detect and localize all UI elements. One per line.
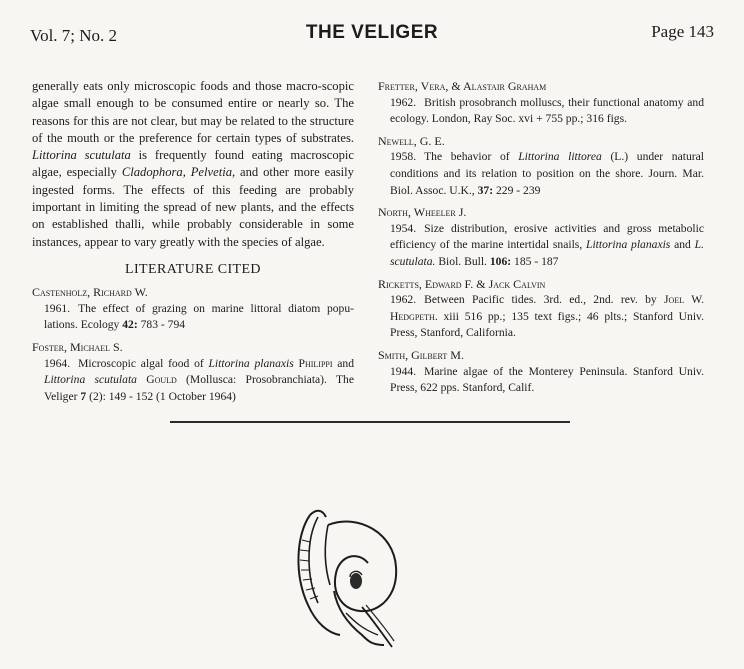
reference-body [378,149,704,199]
reference-author: Fretter, Vera, & Alastair Graham [378,79,547,93]
text-run: Gould [136,373,177,387]
reference-year: 1961. [44,301,71,315]
text-run: Between Pacific tides. 3rd. ed., 2nd. rev. by [424,293,665,307]
reference-entry [378,133,704,199]
text-run: and other more easily ingested forms. The effects of this feeding are probably important in limiting the spread of new plants, and the effects on established thalli, while probably considerable in some instances, appear to vary greatly with the species of algae. [32,165,354,249]
text-run: 229 - 239 [493,183,541,197]
reference-year: 1962. [390,95,417,109]
text-run: is frequently found eating macroscopic algae, especially [32,148,355,180]
text-run: Littorina scutulata [44,373,137,387]
reference-author: Newell, G. E. [378,133,445,148]
text-run: Biol. Bull. [435,254,490,268]
reference-body [378,364,704,397]
section-title-literature-cited: LITERATURE CITED [125,261,261,277]
reference-author: North, Wheeler J. [378,205,467,220]
reference-year: 1954. [390,221,417,235]
reference-body [378,95,704,128]
reference-author: Ricketts, Edward F. & Jack Calvin [378,276,546,291]
reference-author: Castenholz, Richard W. [32,285,148,300]
left-column [32,78,354,410]
text-run: Size distribution, erosive activities and gross metabolic efficiency of the marine intertidal snails, [390,221,704,252]
text-run: and [332,356,355,370]
reference-entry [378,204,704,270]
page-number: Page 143 [651,22,714,41]
text-run: The effect of grazing on marine littoral diatom popu-lations. Ecology [44,301,354,332]
text-run: 37: [477,183,494,197]
reference-year: 1964. [44,356,71,370]
text-run: 106: [489,254,512,268]
text-run: Microscopic algal food of [78,356,209,370]
text-run: The behavior of [424,150,519,164]
reference-year: 1944. [390,364,417,378]
reference-body [378,292,704,342]
reference-author: Foster, Michael S. [32,340,123,355]
reference-entry [32,339,354,405]
text-run: Littorina planaxis [586,238,671,252]
reference-year: 1958. [390,150,417,164]
reference-list-left [32,284,354,405]
text-run: Littorina planaxis [208,356,294,370]
reference-body [32,356,354,406]
text-run: 7 [80,389,87,403]
journal-title: THE VELIGER [305,22,439,43]
text-run: Littorina littorea [518,150,602,164]
volume-number: Vol. 7; No. 2 [30,26,118,45]
reference-body [32,301,354,334]
text-run: and [670,238,695,252]
text-run: xiii 516 pp.; 135 text figs.; 46 plts.; Stanford Univ. Press, Stanford, California. [390,309,704,340]
section-divider [170,421,570,423]
text-run: (Mollusca: Prosobranchiata). The Veliger [44,373,354,403]
page-header [30,22,714,52]
reference-body [378,221,704,271]
text-run: 42: [122,318,138,332]
reference-entry [378,78,704,128]
text-run: Littorina scutulata [32,148,131,163]
reference-entry [378,347,704,397]
text-run: British prosobranch molluscs, their functional anatomy and ecology. London, Ray Soc. xvi + 755 pp.; 316 figs. [390,95,704,126]
snail-shell-drawing-icon [288,495,408,655]
text-run: (L.) under natural conditions and its relation to position on the shore. Journ. Mar. Biol. Assoc. U.K., [390,150,704,197]
reference-list-right [378,78,704,397]
text-run: 783 - 794 [137,318,186,332]
text-run: Cladophora, Pelvetia, [121,165,236,180]
body-paragraph [32,78,354,251]
reference-year: 1962. [390,293,417,307]
right-column [378,78,704,402]
text-run: Marine algae of the Monterey Peninsula. Stanford Univ. Press, 622 pps. Stanford, Calif. [390,364,704,395]
text-run: generally eats only microscopic foods and those macro-scopic algae small enough to be consumed entire or nearly so. The reasons for this are not clear, but may be related to the structure of the mouth or the preference for certain types of substrates. [32,79,354,145]
reference-entry [378,276,704,342]
text-run: Philippi [293,356,333,370]
text-run: 185 - 187 [511,254,559,268]
reference-entry [32,284,354,334]
text-run: (2): 149 - 152 (1 October 1964) [86,389,236,403]
text-run: Joel W. Hedgpeth. [390,293,704,323]
reference-author: Smith, Gilbert M. [378,347,464,362]
text-run: L. scutulata. [390,238,704,268]
